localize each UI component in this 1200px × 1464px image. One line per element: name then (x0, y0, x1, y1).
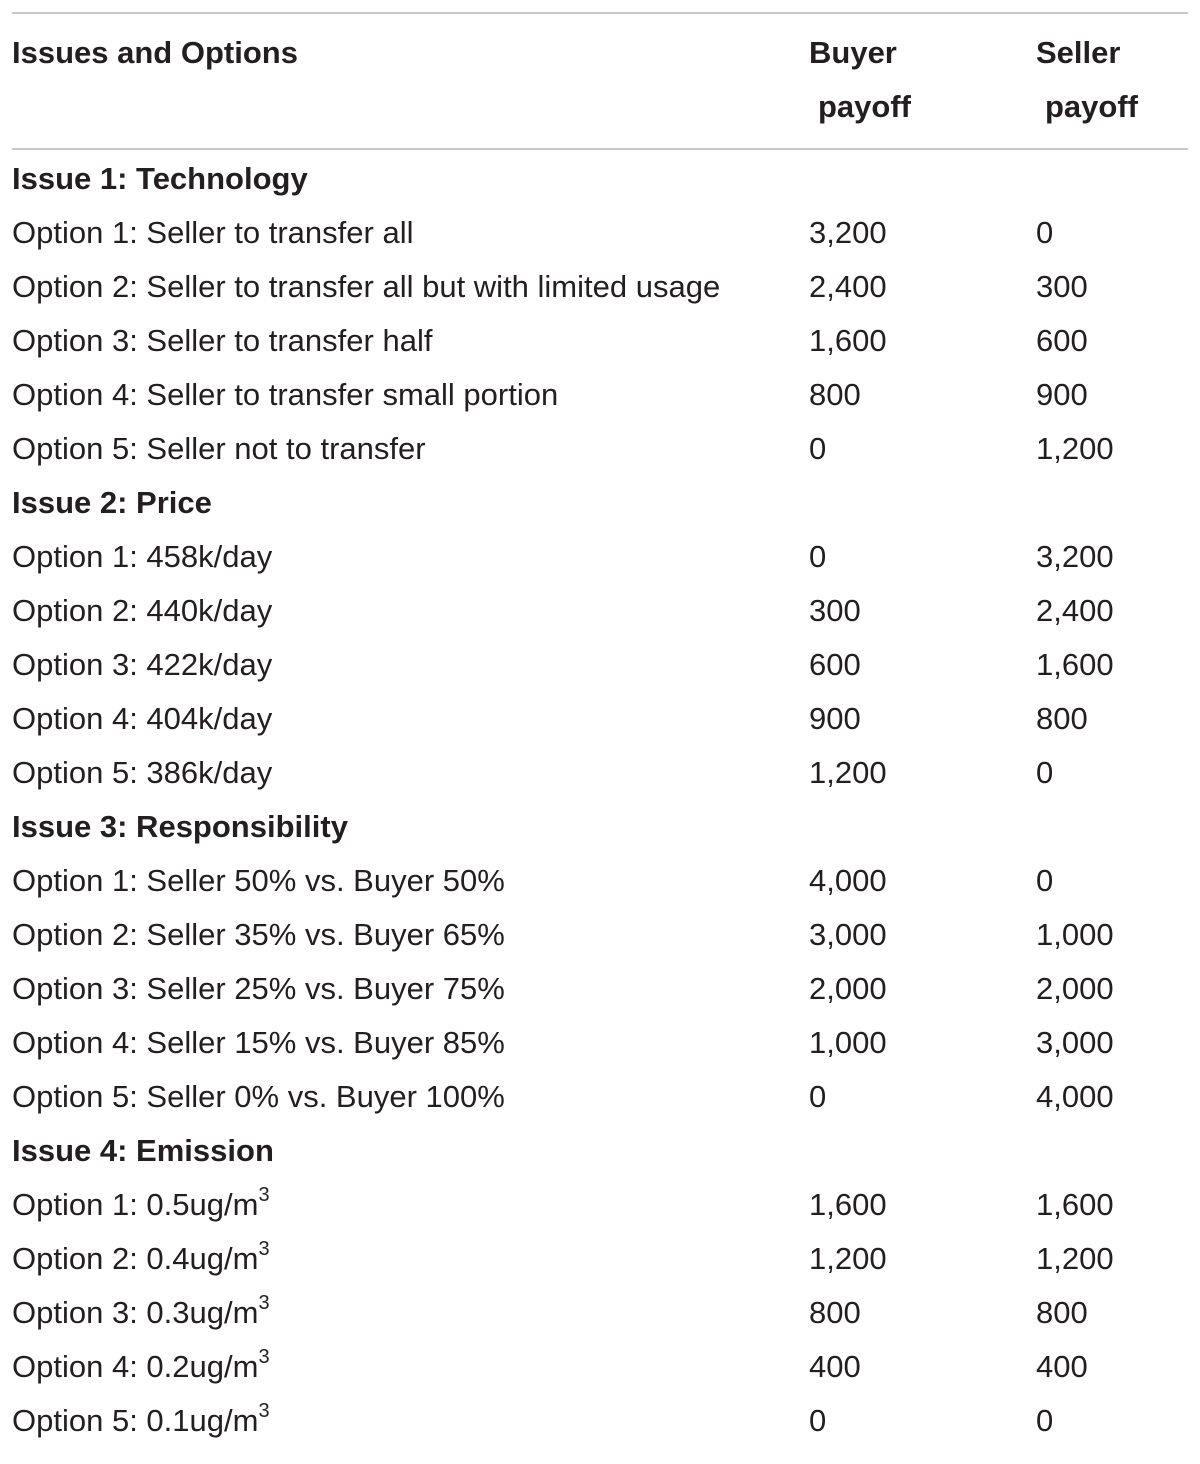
table-row (12, 908, 1188, 962)
buyer-payoff-cell: 300 (809, 593, 861, 628)
seller-payoff-cell: 2,400 (1036, 593, 1114, 628)
buyer-payoff-cell: 600 (809, 647, 861, 682)
label-text: Option 1: Seller to transfer all (12, 215, 414, 250)
seller-payoff-cell: 3,200 (1036, 539, 1114, 574)
seller-payoff-cell: 800 (1036, 701, 1088, 736)
buyer-payoff-cell: 3,000 (809, 917, 887, 952)
label-text: Option 3: Seller 25% vs. Buyer 75% (12, 971, 505, 1006)
table-row (12, 260, 1188, 314)
seller-payoff-cell: 400 (1036, 1349, 1088, 1384)
header-seller-payoff (1036, 26, 1138, 134)
buyer-payoff-cell: 0 (809, 1403, 827, 1438)
seller-payoff-cell: 2,000 (1036, 971, 1114, 1006)
seller-payoff-cell: 600 (1036, 323, 1088, 358)
label-text: Option 5: 0.1ug/m (12, 1403, 259, 1438)
buyer-payoff-cell: 800 (809, 1295, 861, 1330)
buyer-payoff-cell: 1,200 (809, 755, 887, 790)
header-buyer-payoff (809, 26, 911, 134)
unit-superscript: 3 (258, 1184, 270, 1206)
unit-superscript: 3 (258, 1238, 270, 1260)
table-row (12, 1232, 1188, 1286)
option-label (12, 854, 505, 908)
table-row (12, 1178, 1188, 1232)
option-label (12, 962, 505, 1016)
header-seller-line1: Seller (1036, 35, 1121, 70)
option-label (12, 1394, 270, 1448)
issue-title (12, 152, 308, 206)
table-row (12, 368, 1188, 422)
seller-payoff-cell: 0 (1036, 1403, 1054, 1438)
seller-payoff-cell: 1,000 (1036, 917, 1114, 952)
buyer-payoff-cell: 1,000 (809, 1025, 887, 1060)
table-row (12, 314, 1188, 368)
buyer-payoff-cell: 0 (809, 431, 827, 466)
table-row (12, 746, 1188, 800)
unit-superscript: 3 (258, 1400, 270, 1422)
option-label (12, 260, 720, 314)
issue-title (12, 1124, 274, 1178)
option-label (12, 908, 505, 962)
option-label (12, 638, 272, 692)
label-text: Option 4: 404k/day (12, 701, 273, 736)
table-row (12, 422, 1188, 476)
table-row (12, 692, 1188, 746)
buyer-payoff-cell: 1,600 (809, 1187, 887, 1222)
header-seller-line2: payoff (1045, 89, 1138, 124)
buyer-payoff-cell: 3,200 (809, 215, 887, 250)
seller-payoff-cell: 0 (1036, 755, 1054, 790)
option-label (12, 1286, 270, 1340)
option-label (12, 206, 413, 260)
issue-title (12, 800, 348, 854)
table-row (12, 1016, 1188, 1070)
option-label (12, 1070, 505, 1124)
payoff-table (12, 12, 1188, 1448)
table-row (12, 854, 1188, 908)
seller-payoff-cell: 300 (1036, 269, 1088, 304)
section-header-row (12, 800, 1188, 854)
label-text: Option 2: Seller 35% vs. Buyer 65% (12, 917, 505, 952)
option-label (12, 1340, 270, 1394)
option-label (12, 1232, 270, 1286)
option-label (12, 422, 426, 476)
seller-payoff-cell: 1,600 (1036, 647, 1114, 682)
buyer-payoff-cell: 0 (809, 1079, 827, 1114)
buyer-payoff-cell: 800 (809, 377, 861, 412)
label-text: Option 3: 0.3ug/m (12, 1295, 259, 1330)
table-row (12, 1394, 1188, 1448)
buyer-payoff-cell: 400 (809, 1349, 861, 1384)
label-text: Option 5: Seller 0% vs. Buyer 100% (12, 1079, 505, 1114)
table-row (12, 1286, 1188, 1340)
buyer-payoff-cell: 1,600 (809, 323, 887, 358)
label-text: Option 5: Seller not to transfer (12, 431, 426, 466)
table-header (12, 14, 1188, 148)
table-row (12, 206, 1188, 260)
seller-payoff-cell: 0 (1036, 863, 1054, 898)
buyer-payoff-cell: 2,400 (809, 269, 887, 304)
header-issues-and-options: Issues and Options (12, 35, 298, 70)
option-label (12, 584, 272, 638)
option-label (12, 368, 558, 422)
label-text: Issue 3: Responsibility (12, 809, 348, 844)
option-label (12, 530, 272, 584)
option-label (12, 692, 272, 746)
buyer-payoff-cell: 2,000 (809, 971, 887, 1006)
table-row (12, 1070, 1188, 1124)
table-row (12, 1340, 1188, 1394)
seller-payoff-cell: 0 (1036, 215, 1054, 250)
section-header-row (12, 476, 1188, 530)
label-text: Option 3: 422k/day (12, 647, 273, 682)
label-text: Option 1: 458k/day (12, 539, 273, 574)
buyer-payoff-cell: 4,000 (809, 863, 887, 898)
buyer-payoff-cell: 0 (809, 539, 827, 574)
seller-payoff-cell: 900 (1036, 377, 1088, 412)
label-text: Option 1: 0.5ug/m (12, 1187, 259, 1222)
table-row (12, 584, 1188, 638)
buyer-payoff-cell: 1,200 (809, 1241, 887, 1276)
label-text: Issue 1: Technology (12, 161, 308, 196)
header-buyer-line2: payoff (818, 89, 911, 124)
seller-payoff-cell: 3,000 (1036, 1025, 1114, 1060)
section-header-row (12, 1124, 1188, 1178)
seller-payoff-cell: 800 (1036, 1295, 1088, 1330)
label-text: Option 4: Seller to transfer small portion (12, 377, 559, 412)
label-text: Option 2: Seller to transfer all but with limited usage (12, 269, 721, 304)
label-text: Option 5: 386k/day (12, 755, 273, 790)
label-text: Option 2: 0.4ug/m (12, 1241, 259, 1276)
seller-payoff-cell: 4,000 (1036, 1079, 1114, 1114)
seller-payoff-cell: 1,200 (1036, 431, 1114, 466)
header-buyer-line1: Buyer (809, 35, 897, 70)
seller-payoff-cell: 1,600 (1036, 1187, 1114, 1222)
option-label (12, 1178, 270, 1232)
unit-superscript: 3 (258, 1346, 270, 1368)
table-row (12, 638, 1188, 692)
unit-superscript: 3 (258, 1292, 270, 1314)
label-text: Option 4: 0.2ug/m (12, 1349, 259, 1384)
table-row (12, 962, 1188, 1016)
label-text: Option 1: Seller 50% vs. Buyer 50% (12, 863, 505, 898)
buyer-payoff-cell: 900 (809, 701, 861, 736)
label-text: Option 2: 440k/day (12, 593, 273, 628)
label-text: Option 4: Seller 15% vs. Buyer 85% (12, 1025, 505, 1060)
label-text: Issue 2: Price (12, 485, 212, 520)
table-row (12, 530, 1188, 584)
issue-title (12, 476, 212, 530)
section-header-row (12, 152, 1188, 206)
option-label (12, 746, 272, 800)
label-text: Issue 4: Emission (12, 1133, 274, 1168)
label-text: Option 3: Seller to transfer half (12, 323, 433, 358)
seller-payoff-cell: 1,200 (1036, 1241, 1114, 1276)
option-label (12, 314, 432, 368)
table-body (12, 150, 1188, 1448)
option-label (12, 1016, 505, 1070)
